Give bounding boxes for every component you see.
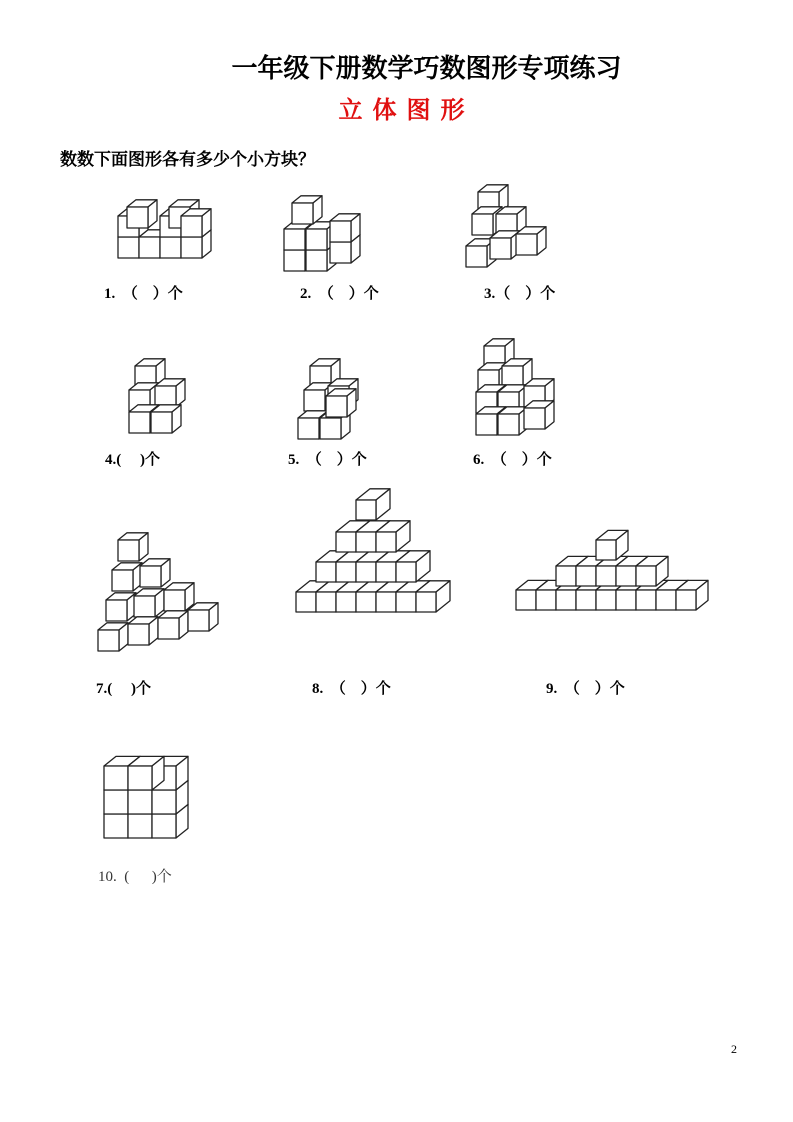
answer-label-5: 5. （ ）个 <box>288 452 367 468</box>
figure-3-cubes <box>466 185 546 267</box>
cube <box>151 405 181 433</box>
answer-label-3: 3.（ ）个 <box>484 286 556 302</box>
answer-label-2: 2. （ ）个 <box>300 286 379 302</box>
answer-label-7: 7.( )个 <box>96 681 151 697</box>
cube <box>164 583 194 611</box>
cube <box>516 227 546 255</box>
cube <box>127 200 157 228</box>
figure-1-cubes <box>118 200 211 258</box>
cube <box>128 756 164 790</box>
figure-9-cubes <box>516 530 708 610</box>
page-number: 2 <box>731 1042 737 1056</box>
answer-label-4: 4.( )个 <box>105 452 160 468</box>
answer-label-1: 1. （ ）个 <box>104 286 183 302</box>
cube <box>118 533 148 561</box>
figure-5-cubes <box>298 359 358 439</box>
cube <box>128 617 158 645</box>
cube <box>106 593 136 621</box>
cube <box>326 389 356 417</box>
cube <box>356 489 390 520</box>
cube <box>181 209 211 237</box>
cube <box>112 563 142 591</box>
cube <box>158 611 188 639</box>
instruction-text: 数数下面图形各有多少个小方块？ <box>60 150 315 170</box>
cube <box>134 589 164 617</box>
figure-7-cubes <box>98 533 218 651</box>
answer-label-8: 8. （ ）个 <box>312 681 391 697</box>
cube <box>140 559 170 587</box>
cube <box>292 196 322 224</box>
page-subtitle: 立体图形 <box>338 96 475 124</box>
cube <box>98 623 128 651</box>
page-title: 一年级下册数学巧数图形专项练习 <box>231 54 622 84</box>
answer-label-9: 9. （ ）个 <box>546 681 625 697</box>
figure-8-cubes <box>296 489 450 612</box>
cube <box>155 379 185 407</box>
figure-10-cubes <box>104 756 188 838</box>
answer-label-10: 10. ( )个 <box>98 869 172 885</box>
cube <box>596 530 628 560</box>
figure-6-cubes <box>476 339 554 435</box>
figure-4-cubes <box>129 359 185 433</box>
cube <box>524 401 554 429</box>
figure-2-cubes <box>284 196 360 271</box>
cube <box>330 214 360 242</box>
cube <box>188 603 218 631</box>
answer-label-6: 6. （ ）个 <box>473 452 552 468</box>
